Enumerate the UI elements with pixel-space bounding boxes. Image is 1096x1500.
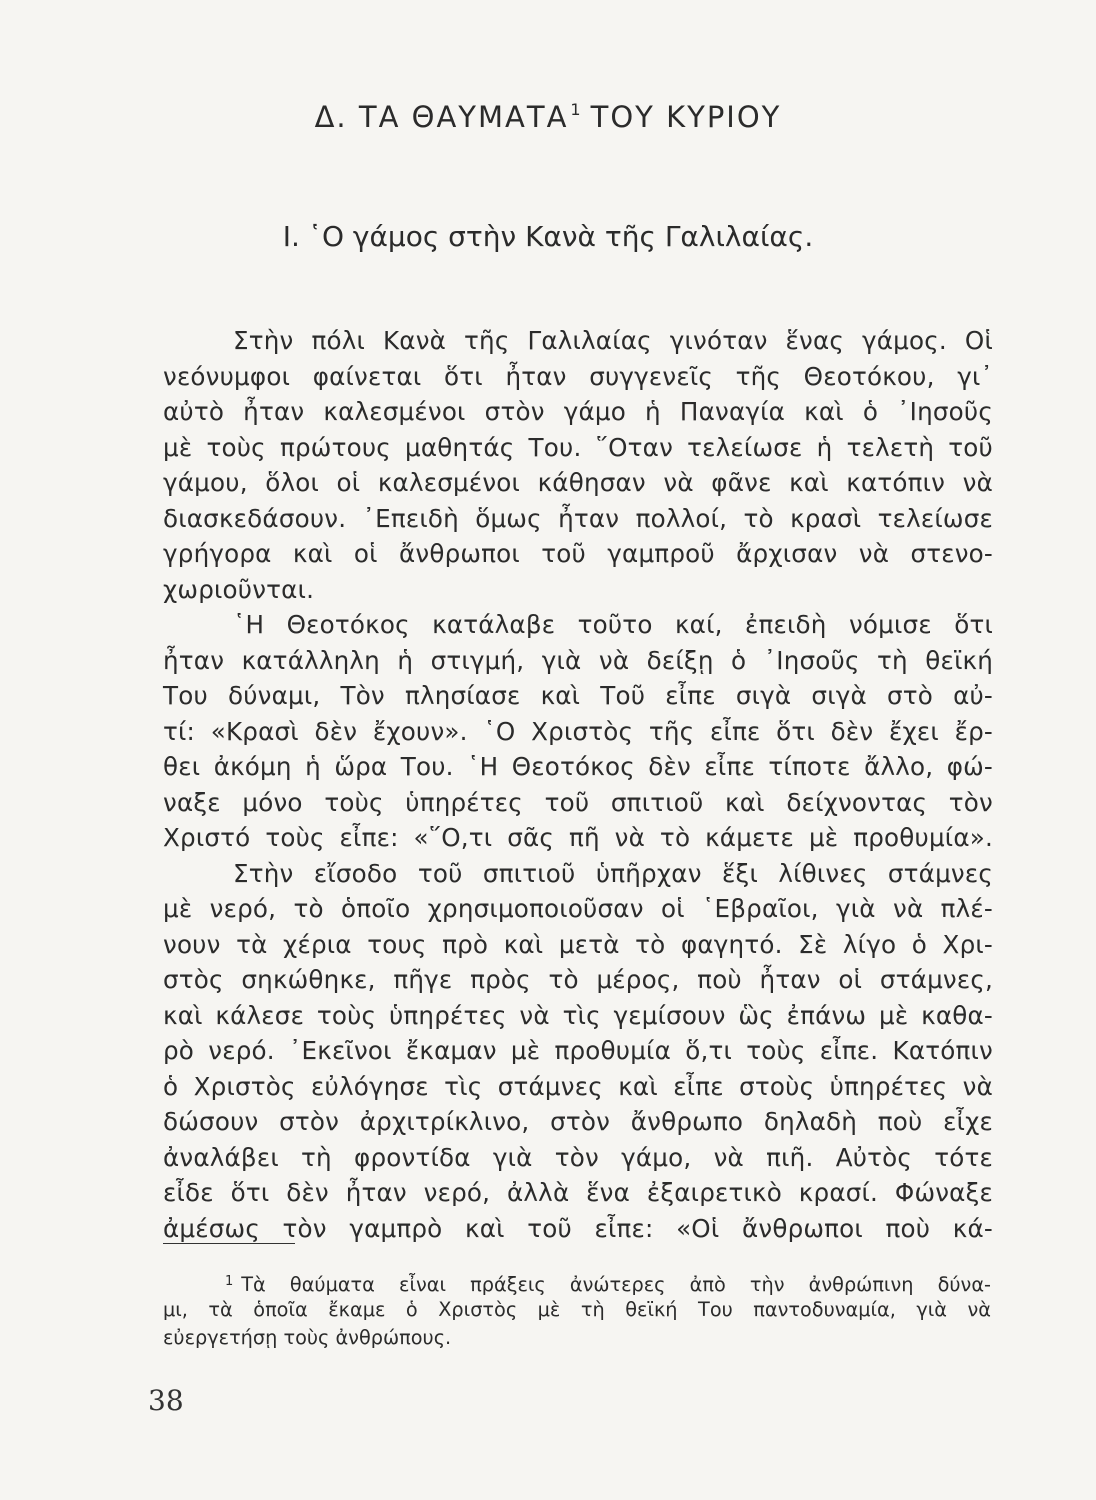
text-line: δώσουν στὸν ἀρχιτρίκλινο, στὸν ἄνθρωπο δηλαδὴ ποὺ εἶχε [163, 1107, 993, 1136]
footnote-line-text: Τὰ θαύματα εἶναι πράξεις ἀνώτερες ἀπὸ τὴν ἀνθρώπινη δύνα- [241, 1273, 991, 1296]
section-title-text: ῾Ο γάμος στὴν Κανὰ τῆς Γαλιλαίας. [307, 220, 814, 253]
text-line: Χριστό τοὺς εἶπε: «῞Ο,τι σᾶς πῆ νὰ τὸ κάμετε μὲ προθυμία». [163, 823, 993, 852]
footnote-reference: 1 [570, 100, 583, 119]
text-line: μὲ νερό, τὸ ὁποῖο χρησιμοποιοῦσαν οἱ ῾Εβραῖοι, γιὰ νὰ πλέ- [163, 894, 993, 923]
chapter-title-text-end: ΤΟΥ ΚΥΡΙΟΥ [590, 100, 782, 134]
text-line: μὲ τοὺς πρώτους μαθητάς Του. ῞Οταν τελείωσε ἡ τελετὴ τοῦ [163, 432, 993, 462]
text-line: γάμου, ὅλοι οἱ καλεσμένοι κάθησαν νὰ φᾶνε καὶ κατόπιν νὰ [163, 468, 993, 497]
text-line: ῾Η Θεοτόκος κατάλαβε τοῦτο καί, ἐπειδὴ νόμισε ὅτι [233, 610, 993, 639]
text-line: γρήγορα καὶ οἱ ἄνθρωποι τοῦ γαμπροῦ ἄρχισαν νὰ στενο- [163, 539, 993, 568]
footnote-line: μι, τὰ ὁποῖα ἔκαμε ὁ Χριστὸς μὲ τὴ θεϊκή Του παντοδυναμία, γιὰ νὰ [163, 1298, 991, 1321]
text-line: τί: «Κρασὶ δὲν ἔχουν». ῾Ο Χριστὸς τῆς εἶπε ὅτι δὲν ἔχει ἔρ- [163, 716, 993, 746]
text-line: νουν τὰ χέρια τους πρὸ καὶ μετὰ τὸ φαγητό. Σὲ λίγο ὁ Χρι- [163, 929, 993, 959]
text-line: ἀναλάβει τὴ φροντίδα γιὰ τὸν γάμο, νὰ πιῆ. Αὐτὸς τότε [163, 1142, 993, 1172]
text-line: ὁ Χριστὸς εὐλόγησε τὶς στάμνες καὶ εἶπε στοὺς ὑπηρέτες νὰ [163, 1071, 993, 1101]
text-line: Στὴν εἴσοδο τοῦ σπιτιοῦ ὑπῆρχαν ἕξι λίθινες στάμνες [233, 858, 993, 888]
text-line: ρὸ νερό. ᾿Εκεῖνοι ἔκαμαν μὲ προθυμία ὅ,τι τοὺς εἶπε. Κατόπιν [163, 1036, 993, 1065]
text-line: νεόνυμφοι φαίνεται ὅτι ἦταν συγγενεῖς τῆς Θεοτόκου, γι᾿ [163, 361, 993, 391]
section-title [0, 220, 1096, 253]
page-number: 38 [148, 1384, 184, 1417]
section-number: Ι. [282, 220, 300, 253]
footnote-separator [163, 1243, 295, 1244]
text-line: αὐτὸ ἦταν καλεσμένοι στὸν γάμο ἡ Παναγία καὶ ὁ ᾿Ιησοῦς [163, 397, 993, 426]
footnote-line [163, 1268, 991, 1296]
chapter-title [0, 100, 1096, 134]
text-line: χωριοῦνται. [163, 574, 315, 604]
text-line: Του δύναμι, Τὸν πλησίασε καὶ Τοῦ εἶπε σιγὰ σιγὰ στὸ αὐ- [163, 681, 993, 710]
text-line: διασκεδάσουν. ᾿Επειδὴ ὅμως ἦταν πολλοί, τὸ κρασὶ τελείωσε [163, 503, 993, 533]
footnote [163, 1268, 991, 1352]
footnote-line: εὐεργετήσῃ τοὺς ἀνθρώπους. [163, 1326, 452, 1349]
text-line: Στὴν πόλι Κανὰ τῆς Γαλιλαίας γινόταν ἕνας γάμος. Οἱ [233, 326, 993, 355]
text-line: ἀμέσως τὸν γαμπρὸ καὶ τοῦ εἶπε: «Οἱ ἄνθρωποι ποὺ κά- [163, 1213, 993, 1243]
text-line: στὸς σηκώθηκε, πῆγε πρὸς τὸ μέρος, ποὺ ἦταν οἱ στάμνες, [163, 965, 993, 994]
text-line: ἦταν κατάλληλη ἡ στιγμή, γιὰ νὰ δείξῃ ὁ ᾿Ιησοῦς τὴ θεϊκή [163, 645, 993, 675]
footnote-mark: 1 [225, 1274, 234, 1289]
chapter-title-text: Δ. ΤΑ ΘΑΥΜΑΤΑ [314, 100, 569, 134]
text-line: θει ἀκόμη ἡ ὥρα Του. ῾Η Θεοτόκος δὲν εἶπε τίποτε ἄλλο, φώ- [163, 752, 993, 781]
text-line: ναξε μόνο τοὺς ὑπηρέτες τοῦ σπιτιοῦ καὶ δείχνοντας τὸν [163, 787, 993, 817]
body-text [163, 323, 993, 1246]
text-line: καὶ κάλεσε τοὺς ὑπηρέτες νὰ τὶς γεμίσουν ὣς ἐπάνω μὲ καθα- [163, 1000, 993, 1030]
text-line: εἶδε ὅτι δὲν ἦταν νερό, ἀλλὰ ἕνα ἐξαιρετικὸ κρασί. Φώναξε [163, 1178, 993, 1207]
